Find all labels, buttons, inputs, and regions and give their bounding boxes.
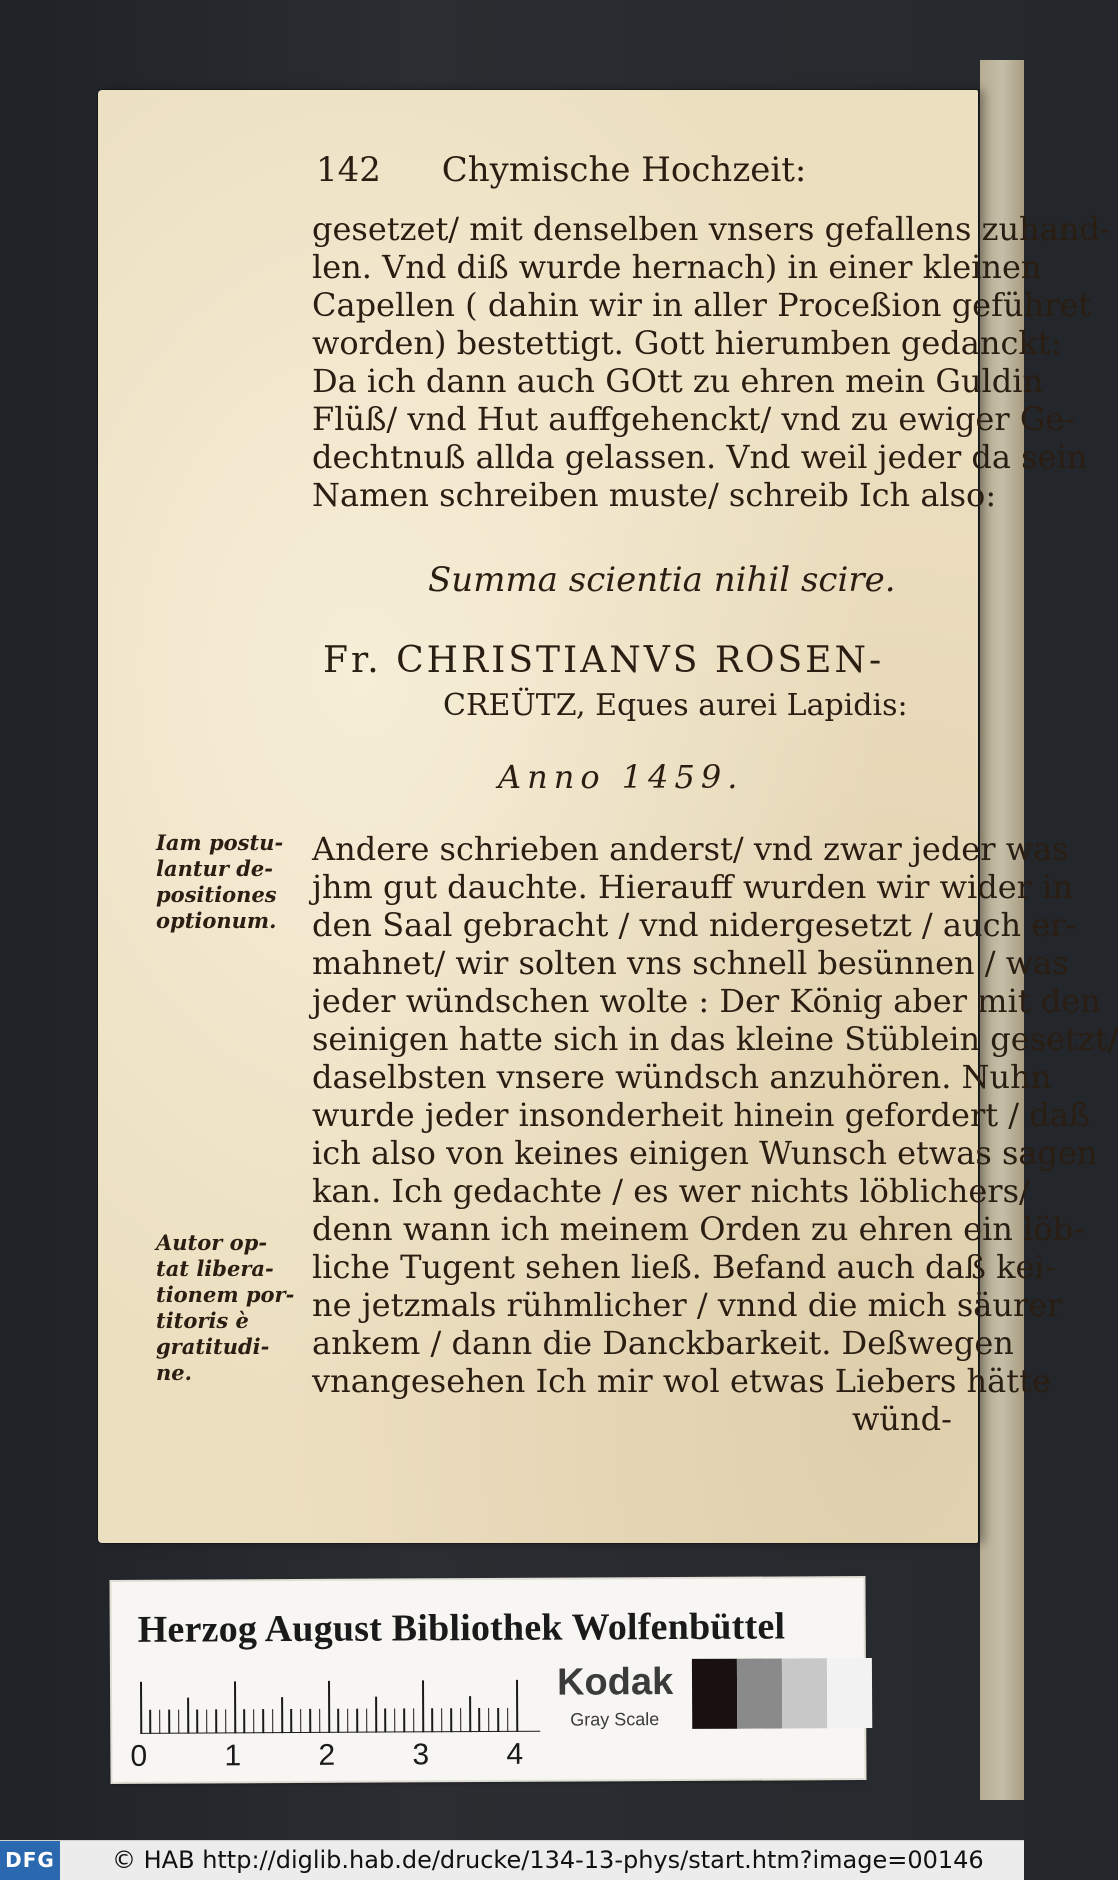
ruler-tick [300, 1709, 302, 1733]
ruler-tick [253, 1709, 255, 1733]
running-title: Chymische Hochzeit: [441, 150, 807, 190]
margin-note-line: Iam postu- [156, 830, 284, 855]
ruler-tick [272, 1709, 274, 1733]
margin-note-line: tionem por- [156, 1282, 295, 1307]
swatch-light [782, 1658, 827, 1728]
text-line: Namen schreiben muste/ schreib Ich also: [312, 476, 997, 514]
gray-swatches [692, 1658, 872, 1729]
ruler-tick [469, 1696, 471, 1732]
library-name: Herzog August Bibliothek Wolfenbüttel [137, 1605, 786, 1651]
ruler-tick [422, 1680, 424, 1732]
ruler-tick [234, 1681, 236, 1733]
ruler-tick [206, 1709, 208, 1733]
ruler-tick [516, 1680, 518, 1732]
ruler-tick [403, 1708, 405, 1732]
ruler-tick [309, 1709, 311, 1733]
text-line: Da ich dann auch GOtt zu ehren mein Guldin [312, 362, 1044, 400]
motto: Summa scientia nihil scire. [428, 560, 896, 600]
ruler-tick [432, 1708, 434, 1732]
ruler-tick [225, 1709, 227, 1733]
ruler-tick [168, 1710, 170, 1734]
margin-note-line: optionum. [156, 908, 277, 933]
ruler-tick [319, 1709, 321, 1733]
ruler-tick [413, 1708, 415, 1732]
text-line: len. Vnd diß wurde hernach) in einer kleinen [312, 248, 1042, 286]
ruler-tick [197, 1710, 199, 1734]
text-line: Capellen ( dahin wir in aller Proceßion geführet [312, 286, 1092, 324]
text-line: mahnet/ wir solten vns schnell besünnen / was [312, 944, 1069, 982]
anno-date: Anno 1459. [498, 758, 744, 796]
margin-note [156, 1230, 294, 1386]
text-line: seinigen hatte sich in das kleine Stüblein gesetzt/ [312, 1020, 1118, 1058]
text-line: kan. Ich gedachte / es wer nichts löblichers/ [312, 1172, 1030, 1210]
margin-note-line: tat libera- [156, 1256, 274, 1281]
ruler-tick [441, 1708, 443, 1732]
text-line: dechtnuß allda gelassen. Vnd weil jeder da sein [312, 438, 1088, 476]
text-line: ich also von keines einigen Wunsch etwas sagen [312, 1134, 1098, 1172]
ruler-tick [338, 1709, 340, 1733]
body-paragraph-1 [312, 210, 1111, 514]
ruler [140, 1680, 560, 1734]
signature-title: CREÜTZ, Eques aurei Lapidis: [443, 688, 908, 723]
gray-scale-label: Gray Scale [570, 1709, 660, 1730]
text-line: jeder wündschen wolte : Der König aber mit den [312, 982, 1101, 1020]
ruler-tick [215, 1709, 217, 1733]
scale-card [111, 1578, 864, 1782]
ruler-tick [375, 1697, 377, 1733]
text-line: ne jetzmals rühmlicher / vnnd die mich säurer [312, 1286, 1063, 1324]
ruler-label: 1 [224, 1739, 242, 1773]
ruler-tick [507, 1708, 509, 1732]
ruler-tick [450, 1708, 452, 1732]
text-line: jhm gut dauchte. Hierauff wurden wir wider in [312, 868, 1073, 906]
margin-note-line: positiones [156, 882, 277, 907]
text-line: worden) bestettigt. Gott hierumben gedanckt: [312, 324, 1062, 362]
body-paragraph-2 [312, 830, 1118, 1438]
ruler-label: 4 [506, 1737, 524, 1771]
text-line: liche Tugent sehen ließ. Befand auch daß kei- [312, 1248, 1056, 1286]
ruler-tick [328, 1681, 330, 1733]
margin-note-line: Autor op- [156, 1230, 268, 1255]
ruler-tick [460, 1708, 462, 1732]
ruler-tick [244, 1709, 246, 1733]
margin-note-line: ne. [156, 1360, 192, 1385]
ruler-tick [497, 1708, 499, 1732]
ruler-labels [130, 1738, 550, 1772]
ruler-label: 2 [318, 1738, 336, 1772]
swatch-white [827, 1658, 872, 1728]
dfg-logo: DFG [0, 1841, 60, 1880]
text-line: den Saal gebracht / vnd nidergesetzt / auch er- [312, 906, 1077, 944]
page-header [316, 150, 806, 190]
catchword: wünd- [852, 1400, 952, 1438]
text-line: denn wann ich meinem Orden zu ehren ein löb- [312, 1210, 1084, 1248]
ruler-tick [347, 1709, 349, 1733]
ruler-tick [159, 1710, 161, 1734]
margin-note-line: titoris è [156, 1308, 249, 1333]
kodak-logo: Kodak [556, 1661, 674, 1704]
ruler-tick [281, 1697, 283, 1733]
ruler-tick [356, 1709, 358, 1733]
ruler-baseline [140, 1730, 540, 1734]
ruler-tick [479, 1708, 481, 1732]
margin-note-line: gratitudi- [156, 1334, 270, 1359]
book-page [98, 90, 1118, 1543]
swatch-black [692, 1659, 737, 1729]
text-line: wurde jeder insonderheit hinein gefordert / daß [312, 1096, 1091, 1134]
signature-name: Fr. CHRISTIANVS ROSEN- [323, 640, 885, 681]
footer-bar [0, 1840, 1024, 1880]
ruler-tick [140, 1682, 142, 1734]
text-line: ankem / dann die Danckbarkeit. Deßwegen [312, 1324, 1014, 1362]
ruler-tick [366, 1709, 368, 1733]
ruler-tick [385, 1709, 387, 1733]
copyright-link[interactable]: © HAB http://diglib.hab.de/drucke/134-13-phys/start.htm?image=00146 [112, 1846, 984, 1874]
swatch-gray [737, 1658, 782, 1728]
text-line: vnangesehen Ich mir wol etwas Liebers hätte [312, 1362, 1051, 1400]
ruler-tick [187, 1698, 189, 1734]
text-line: Andere schrieben anderst/ vnd zwar jeder was [312, 830, 1069, 868]
page-number: 142 [316, 150, 381, 190]
ruler-label: 0 [130, 1739, 148, 1773]
ruler-tick [178, 1710, 180, 1734]
margin-note-line: lantur de- [156, 856, 273, 881]
margin-note [156, 830, 283, 934]
text-line: gesetzet/ mit denselben vnsers gefallens zuhand- [312, 210, 1111, 248]
ruler-label: 3 [412, 1738, 430, 1772]
ruler-tick [488, 1708, 490, 1732]
ruler-tick [291, 1709, 293, 1733]
ruler-tick [150, 1710, 152, 1734]
text-line: Flüß/ vnd Hut auffgehenckt/ vnd zu ewiger Ge- [312, 400, 1076, 438]
ruler-tick [394, 1708, 396, 1732]
text-line: daselbsten vnsere wündsch anzuhören. Nuhn [312, 1058, 1052, 1096]
ruler-tick [262, 1709, 264, 1733]
